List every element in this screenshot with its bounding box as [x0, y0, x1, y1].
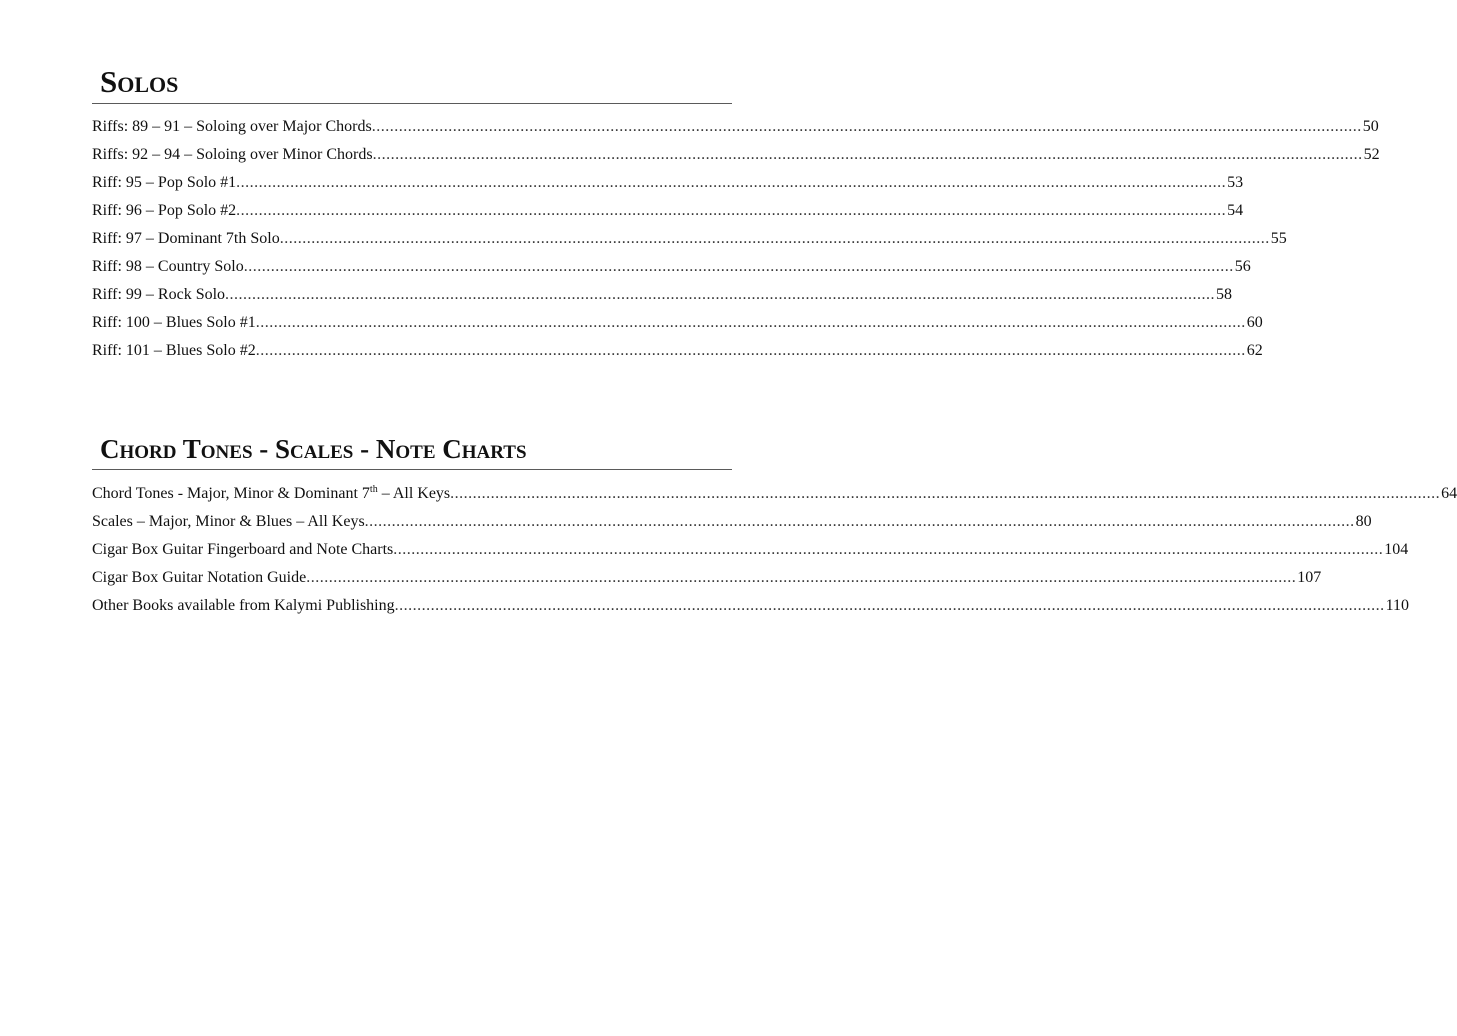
toc-list-solos [92, 113, 1380, 365]
dot-leader: ............................................................................................................................................................................................................................ [364, 513, 1355, 530]
toc-entry-page: 56 [1234, 258, 1251, 275]
dot-leader: ............................................................................................................................................................................................................................ [236, 202, 1227, 219]
toc-entry-page: 110 [1385, 597, 1410, 614]
dot-leader: ............................................................................................................................................................................................................................ [225, 286, 1216, 303]
toc-entry-page: 60 [1246, 314, 1263, 331]
dot-leader: ............................................................................................................................................................................................................................ [450, 485, 1441, 502]
chord-tones-section [92, 434, 1457, 620]
superscript-ordinal: th [369, 484, 378, 495]
toc-entry-page: 55 [1270, 230, 1287, 247]
toc-entry-page: 54 [1227, 202, 1244, 219]
toc-entry[interactable] [92, 169, 1244, 197]
toc-entry-title: Cigar Box Guitar Fingerboard and Note Charts [92, 541, 394, 558]
toc-entry-title: Other Books available from Kalymi Publishing [92, 597, 395, 614]
toc-entry[interactable] [92, 480, 1457, 508]
dot-leader: ............................................................................................................................................................................................................................ [372, 146, 1363, 163]
dot-leader: ............................................................................................................................................................................................................................ [279, 230, 1270, 247]
toc-entry-title: Riff: 96 – Pop Solo #2 [92, 202, 237, 219]
dot-leader: ............................................................................................................................................................................................................................ [371, 118, 1362, 135]
toc-entry-page: 62 [1246, 342, 1263, 359]
toc-entry[interactable] [92, 225, 1287, 253]
dot-leader: ............................................................................................................................................................................................................................ [255, 342, 1246, 359]
toc-entry[interactable] [92, 281, 1233, 309]
dot-leader: ............................................................................................................................................................................................................................ [236, 174, 1227, 191]
dot-leader: ............................................................................................................................................................................................................................ [243, 258, 1234, 275]
dot-leader: ............................................................................................................................................................................................................................ [306, 569, 1297, 586]
toc-entry-page: 50 [1362, 118, 1379, 135]
toc-entry-title: Riff: 97 – Dominant 7th Solo [92, 230, 280, 247]
toc-entry[interactable] [92, 141, 1380, 169]
section-title-chord-tones: Chord Tones - Scales - Note Charts [100, 434, 527, 464]
toc-entry-page: 104 [1384, 541, 1409, 558]
toc-entry[interactable] [92, 337, 1263, 365]
dot-leader: ............................................................................................................................................................................................................................ [255, 314, 1246, 331]
toc-entry-title: Scales – Major, Minor & Blues – All Keys [92, 513, 365, 530]
toc-entry[interactable] [92, 253, 1251, 281]
toc-entry-title-rest: – All Keys [377, 485, 451, 502]
dot-leader: ............................................................................................................................................................................................................................ [393, 541, 1384, 558]
toc-entry-page: 53 [1227, 174, 1244, 191]
toc-entry[interactable] [92, 113, 1379, 141]
toc-entry-page: 107 [1297, 569, 1322, 586]
toc-entry[interactable] [92, 592, 1410, 620]
section-title-solos: Solos [100, 64, 179, 99]
toc-entry-page: 52 [1363, 146, 1380, 163]
toc-entry[interactable] [92, 536, 1409, 564]
toc-entry[interactable] [92, 309, 1263, 337]
toc-entry[interactable] [92, 564, 1322, 592]
toc-entry-title [92, 480, 450, 508]
toc-entry[interactable] [92, 508, 1372, 536]
section-divider [92, 469, 732, 470]
toc-entry-title: Riff: 99 – Rock Solo [92, 286, 226, 303]
toc-entry-title: Riff: 98 – Country Solo [92, 258, 244, 275]
toc-entry-page: 80 [1355, 513, 1372, 530]
toc-entry-title: Riff: 100 – Blues Solo #1 [92, 314, 256, 331]
toc-entry-title: Cigar Box Guitar Notation Guide [92, 569, 307, 586]
section-divider [92, 103, 732, 104]
dot-leader: ............................................................................................................................................................................................................................ [394, 597, 1385, 614]
toc-entry-title-main: Chord Tones - Major, Minor & Dominant 7 [92, 485, 370, 502]
toc-entry[interactable] [92, 197, 1244, 225]
toc-list-chord-tones [92, 480, 1457, 620]
toc-entry-title: Riffs: 89 – 91 – Soloing over Major Chords [92, 118, 372, 135]
toc-entry-title: Riffs: 92 – 94 – Soloing over Minor Chords [92, 146, 373, 163]
toc-entry-page: 58 [1216, 286, 1233, 303]
toc-entry-title: Riff: 101 – Blues Solo #2 [92, 342, 256, 359]
toc-entry-page: 64 [1441, 485, 1457, 502]
solos-section [92, 64, 1380, 365]
toc-entry-title: Riff: 95 – Pop Solo #1 [92, 174, 237, 191]
